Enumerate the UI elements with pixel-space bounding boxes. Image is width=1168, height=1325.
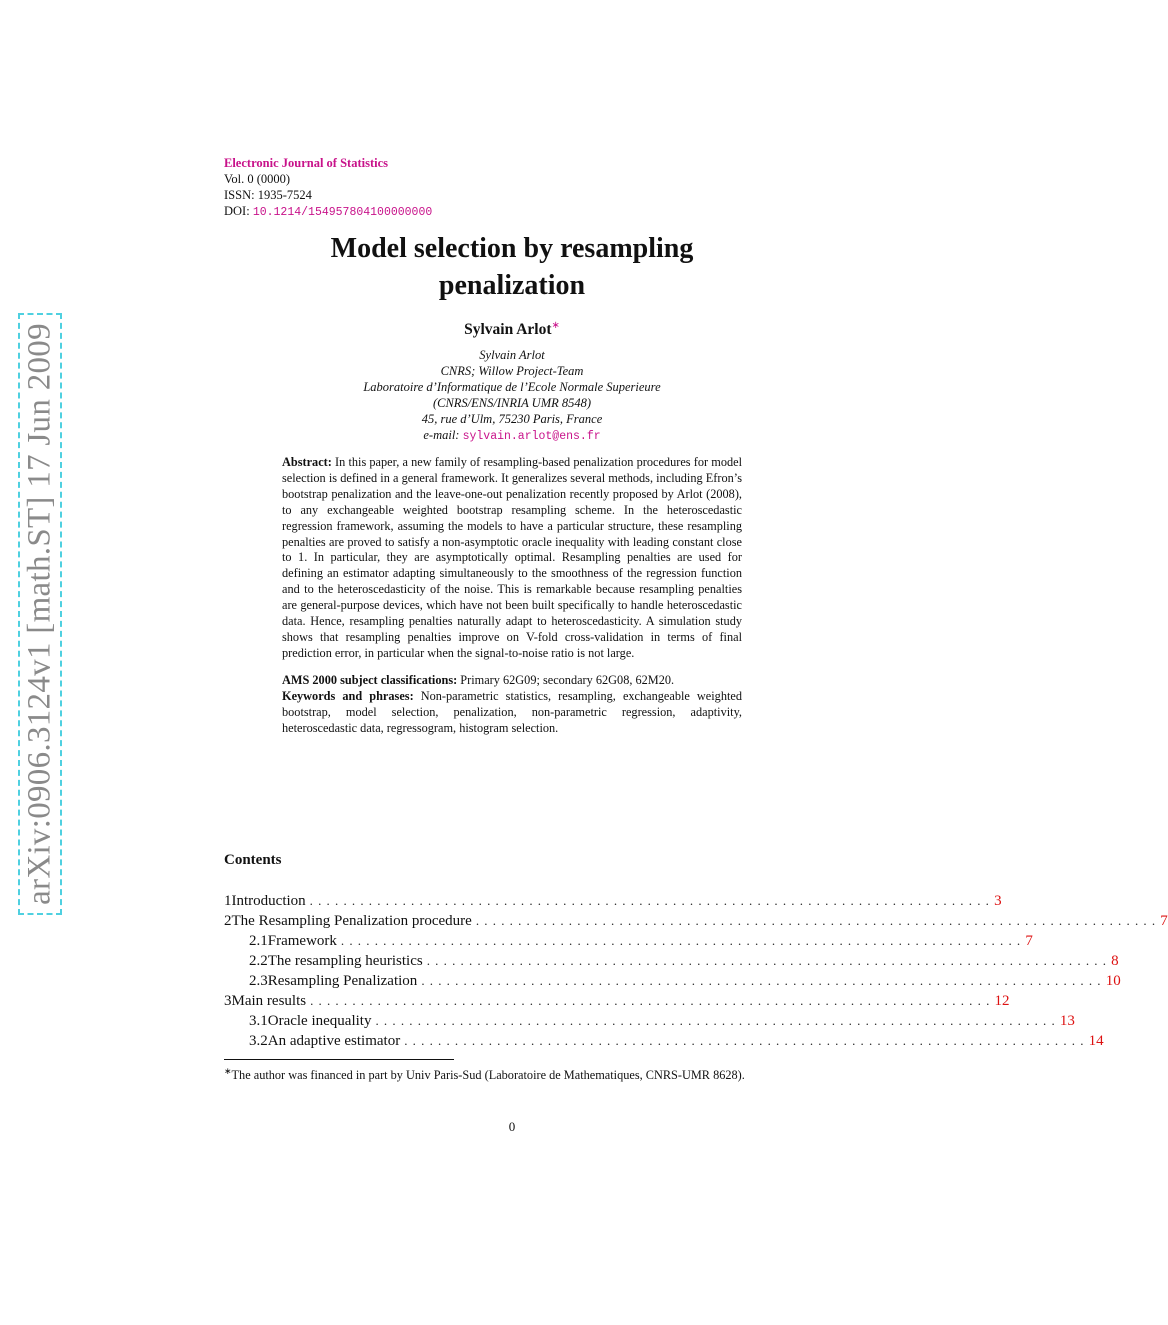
toc-label: Framework	[267, 933, 337, 949]
affiliation-line: (CNRS/ENS/INRIA UMR 8548)	[432, 396, 592, 410]
title-line-2: penalization	[438, 270, 586, 301]
toc-number: 2	[224, 913, 232, 929]
journal-issn: ISSN: 1935-7524	[224, 188, 312, 202]
footnote-divider	[224, 1059, 454, 1060]
doi-label: DOI:	[224, 204, 250, 218]
affiliation-line: Laboratoire d’Informatique de l’Ecole Normale Superieure	[363, 380, 661, 394]
toc-entry[interactable]	[224, 951, 1119, 971]
author-affiliation	[224, 347, 800, 445]
toc-label: Oracle inequality	[267, 1013, 372, 1029]
ams-classifications	[282, 673, 742, 689]
footnote	[224, 1064, 800, 1084]
toc-entry[interactable]	[224, 1011, 1075, 1031]
keywords-label: Keywords and phrases:	[282, 688, 414, 703]
table-of-contents	[224, 891, 1168, 1051]
journal-doi	[224, 203, 432, 221]
toc-leader: .................................................................................	[475, 913, 1161, 928]
toc-leader: .................................................................................	[426, 953, 1112, 968]
toc-leader: .................................................................................	[375, 1013, 1060, 1028]
footnote-text: The author was financed in part by Univ Paris-Sud (Laboratoire de Mathematiques, CNRS-UMR 8628).	[231, 1068, 745, 1083]
toc-entry[interactable]	[224, 971, 1121, 991]
author-footnote-mark[interactable]: ∗	[551, 320, 560, 331]
footnote-mark: ∗	[224, 1066, 232, 1076]
toc-label: Introduction	[231, 893, 306, 909]
toc-label: Resampling Penalization	[267, 973, 418, 989]
toc-number: 2.3	[249, 973, 268, 989]
arxiv-stamp-text: arXiv:0906.3124v1 [math.ST] 17 Jun 2009	[21, 323, 58, 905]
toc-page-link[interactable]: 7	[1025, 933, 1033, 949]
toc-page-link[interactable]: 14	[1088, 1033, 1104, 1049]
author-name-text: Sylvain Arlot	[464, 321, 552, 339]
toc-entry[interactable]	[224, 1031, 1104, 1051]
toc-page-link[interactable]: 10	[1105, 973, 1121, 989]
toc-leader: .................................................................................	[340, 933, 1026, 948]
toc-page-link[interactable]: 7	[1160, 913, 1168, 929]
author-email	[224, 427, 800, 445]
toc-entry[interactable]	[224, 991, 1010, 1011]
title-line-1: Model selection by resampling	[330, 233, 694, 264]
toc-leader: .................................................................................	[421, 973, 1106, 988]
toc-label: The resampling heuristics	[267, 953, 423, 969]
toc-number: 1	[224, 893, 232, 909]
abstract	[282, 455, 742, 662]
toc-page-link[interactable]: 3	[994, 893, 1002, 909]
journal-name[interactable]: Electronic Journal of Statistics	[224, 156, 388, 170]
toc-entry[interactable]	[224, 931, 1033, 951]
toc-leader: .................................................................................	[309, 893, 995, 908]
email-link[interactable]: sylvain.arlot@ens.fr	[462, 430, 601, 443]
doi-link[interactable]: 10.1214/154957804100000000	[252, 206, 433, 219]
ams-label: AMS 2000 subject classifications:	[282, 672, 458, 687]
toc-number: 3.1	[249, 1013, 268, 1029]
author-name	[224, 320, 800, 339]
toc-entry[interactable]	[224, 891, 1002, 911]
page-number: 0	[508, 1119, 516, 1134]
email-label: e-mail:	[423, 428, 460, 442]
toc-number: 2.2	[249, 953, 268, 969]
affiliation-line: CNRS; Willow Project-Team	[440, 364, 584, 378]
toc-label: Main results	[231, 993, 307, 1009]
toc-leader: .................................................................................	[310, 993, 995, 1008]
toc-page-link[interactable]: 13	[1059, 1013, 1075, 1029]
toc-entry[interactable]	[224, 911, 1168, 931]
affiliation-line: 45, rue d’Ulm, 75230 Paris, France	[421, 412, 603, 426]
toc-leader: .................................................................................	[404, 1033, 1089, 1048]
toc-number: 2.1	[249, 933, 268, 949]
keywords	[282, 689, 742, 737]
paper-title	[224, 230, 800, 304]
journal-volume: Vol. 0 (0000)	[224, 172, 291, 186]
abstract-block	[282, 455, 742, 736]
toc-number: 3.2	[249, 1033, 268, 1049]
abstract-label: Abstract:	[282, 455, 332, 469]
toc-page-link[interactable]: 8	[1111, 953, 1119, 969]
toc-number: 3	[224, 993, 232, 1009]
toc-label: The Resampling Penalization procedure	[231, 913, 472, 929]
arxiv-stamp	[18, 313, 62, 915]
keywords-text: Non-parametric statistics, resampling, exchangeable weighted bootstrap, model selection, penalization, non-parametric regression, adaptivity, heteroscedastic data, regressogram, histogram selection.	[282, 688, 743, 735]
contents-heading: Contents	[224, 852, 282, 868]
ams-text: Primary 62G09; secondary 62G08, 62M20.	[460, 672, 675, 687]
abstract-text: In this paper, a new family of resampling-based penalization procedures for model selection is defined in a general framework. It generalizes several methods, including Efron’s bootstrap penalization and the leave-one-out penalization recently proposed by Arlot (2008), to any exchangeable weighted bootstrap resampling scheme. In the heteroscedastic regression framework, assuming the models to have a particular structure, these resampling penalties are proved to satisfy a non-asymptotic oracle inequality with leading constant close to 1. In particular, they are asymptotically optimal. Resampling penalties are used for defining an estimator adapting simultaneously to the smoothness of the regression function and to the heteroscedasticity of the noise. This is remarkable because resampling penalties are general-purpose devices, which have not been built specifically to handle heteroscedastic data. Hence, resampling penalties naturally adapt to heteroscedasticity. A simulation study shows that resampling penalties improve on V-fold cross-validation in terms of final prediction error, in particular when the signal-to-noise ratio is not large.	[282, 455, 742, 660]
toc-label: An adaptive estimator	[267, 1033, 401, 1049]
affiliation-line: Sylvain Arlot	[479, 348, 545, 362]
toc-page-link[interactable]: 12	[994, 993, 1010, 1009]
